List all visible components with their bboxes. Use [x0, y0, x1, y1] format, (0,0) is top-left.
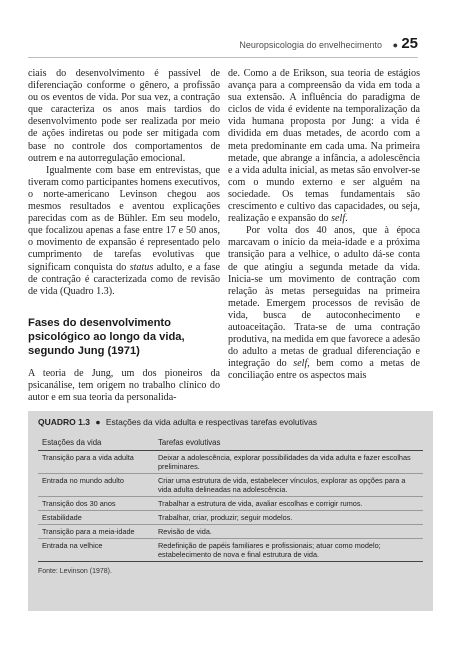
table-cell: Trabalhar a estrutura de vida, avaliar escolhas e corrigir rumos. — [154, 497, 423, 511]
table-row — [38, 539, 423, 562]
table-row — [38, 511, 423, 525]
table-source: Fonte: Levinson (1978). — [38, 568, 112, 575]
table-cell: Estabilidade — [38, 511, 154, 525]
table-box — [28, 411, 433, 611]
table-cell: Deixar a adolescência, explorar possibilidades da vida adulta e fazer escolhas preliminares. — [154, 451, 423, 474]
running-title: Neuropsicologia do envelhecimento — [239, 40, 382, 50]
page-number: 25 — [401, 35, 418, 52]
table-header-row — [38, 435, 423, 451]
data-table — [38, 435, 423, 562]
table-cell: Transição dos 30 anos — [38, 497, 154, 511]
table-cell: Criar uma estrutura de vida, estabelecer vínculos, explorar as opções para a vida adulta delineadas na adolescência. — [154, 474, 423, 497]
table-cell: Trabalhar, criar, produzir; seguir modelos. — [154, 511, 423, 525]
paragraph: ciais do desenvolvimento é passível de diferenciação conforme o gênero, a profissão ou os eventos de vida. Por sua vez, a contração que caracteriza os anos mais tardios do desenvolvimento pode ser realizada por meio de ações indiretas ou pode ser mitigada com base no controle dos comportamentos de outrem e na autorregulação emocional. — [28, 68, 220, 164]
table-cell: Revisão de vida. — [154, 525, 423, 539]
section-heading: Fases do desenvolvimento psicológico ao longo da vida, segundo Jung (1971) — [28, 316, 185, 357]
table-cell: Entrada no mundo adulto — [38, 474, 154, 497]
table-cell: Redefinição de papéis familiares e profissionais; atuar como modelo; estabelecimento de nova e final estrutura de vida. — [154, 539, 423, 562]
table-row — [38, 451, 423, 474]
caption-bullet-icon: ● — [95, 417, 101, 427]
right-column — [228, 68, 420, 382]
table-row — [38, 474, 423, 497]
left-column — [28, 68, 220, 404]
table-title: Estações da vida adulta e respectivas tarefas evolutivas — [105, 417, 318, 427]
page-header — [28, 36, 418, 58]
table-cell: Entrada na velhice — [38, 539, 154, 562]
column-header: Tarefas evolutivas — [154, 435, 423, 451]
table-row — [38, 497, 423, 511]
table-number: QUADRO 1.3 — [38, 417, 90, 427]
column-header: Estações da vida — [38, 435, 154, 451]
paragraph: A teoria de Jung, um dos pioneiros da psicanálise, tem origem no trabalho clínico do autor e em sua teoria da personalida- — [28, 367, 220, 403]
paragraph: Igualmente com base em entrevistas, que tiveram como participantes homens executivos, o norte-americano Levinson chegou aos mesmos resultados e aventou explicações parecidas com as de Bühler. Em seu modelo, que focalizou apenas a fase entre 17 e 50 anos, o movimento de expansão é representado pelo cumprimento de tarefas evolutivas que significam conquista do status adulto, e a fase de contração é caracterizada como de revisão de vida (Quadro 1.3). — [28, 164, 221, 297]
bullet-icon: ● — [392, 40, 398, 50]
table-cell: Transição para a meia-idade — [38, 525, 154, 539]
table-row — [38, 525, 423, 539]
paragraph: Por volta dos 40 anos, que à época marcavam o início da meia-idade e a próxima transição para a velhice, o adulto dá-se conta de que atingiu a segunda metade da vida. Inicia-se um movimento de contração com relação às metas perseguidas na primeira metade. Emergem processos de revisão de vida, busca de autoconhecimento e autoaceitação. Trata-se de uma contração produtiva, na medida em que favorece a adesão do adulto a metas de gradual diferenciação e integração do self, bem como a metas de conciliação entre os aspectos mais — [228, 225, 421, 382]
paragraph: de. Como a de Erikson, sua teoria de estágios avança para a compreensão da vida em toda a sua extensão. A influência do paradigma de ciclos de vida é evidente na temporalização da vida humana proposta por Jung: a vida é dividida em duas metades, de acordo com a meta predominante em cada uma. Na primeira metade, que abrange a infância, a adolescência e a vida adulta inicial, as metas são envolver-se com o mundo externo e ser alguém na sociedade. Os temas fundamentais são crescimento e cultivo das capacidades, ou seja, realização e expansão do self. — [228, 68, 420, 225]
table-caption — [38, 417, 423, 430]
table-cell: Transição para a vida adulta — [38, 451, 154, 474]
